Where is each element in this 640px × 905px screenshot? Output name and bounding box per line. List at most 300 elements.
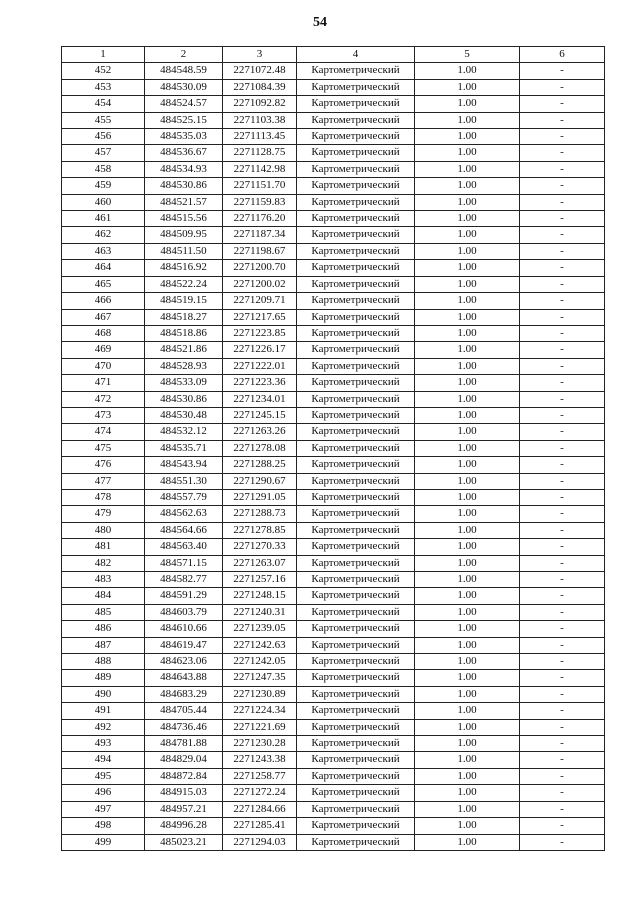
method-cell: Картометрический: [297, 211, 415, 227]
y-coordinate-cell: 2271084.39: [223, 79, 297, 95]
note-cell: -: [520, 686, 605, 702]
x-coordinate-cell: 484957.21: [145, 801, 223, 817]
accuracy-cell: 1.00: [415, 309, 520, 325]
x-coordinate-cell: 484582.77: [145, 572, 223, 588]
x-coordinate-cell: 484536.67: [145, 145, 223, 161]
method-cell: Картометрический: [297, 227, 415, 243]
table-row: [62, 703, 605, 719]
point-number-cell: 454: [62, 96, 145, 112]
note-cell: -: [520, 703, 605, 719]
note-cell: -: [520, 440, 605, 456]
x-coordinate-cell: 484996.28: [145, 818, 223, 834]
accuracy-cell: 1.00: [415, 686, 520, 702]
note-cell: -: [520, 818, 605, 834]
note-cell: -: [520, 506, 605, 522]
y-coordinate-cell: 2271142.98: [223, 161, 297, 177]
x-coordinate-cell: 484915.03: [145, 785, 223, 801]
table-body: [62, 63, 605, 851]
header-cell-col-4: 4: [297, 47, 415, 63]
point-number-cell: 467: [62, 309, 145, 325]
table-row: [62, 818, 605, 834]
x-coordinate-cell: 484516.92: [145, 260, 223, 276]
y-coordinate-cell: 2271198.67: [223, 243, 297, 259]
point-number-cell: 489: [62, 670, 145, 686]
table-row: [62, 96, 605, 112]
x-coordinate-cell: 484557.79: [145, 489, 223, 505]
point-number-cell: 463: [62, 243, 145, 259]
note-cell: -: [520, 194, 605, 210]
accuracy-cell: 1.00: [415, 785, 520, 801]
accuracy-cell: 1.00: [415, 325, 520, 341]
point-number-cell: 474: [62, 424, 145, 440]
method-cell: Картометрический: [297, 112, 415, 128]
accuracy-cell: 1.00: [415, 112, 520, 128]
accuracy-cell: 1.00: [415, 621, 520, 637]
accuracy-cell: 1.00: [415, 440, 520, 456]
y-coordinate-cell: 2271263.26: [223, 424, 297, 440]
x-coordinate-cell: 484534.93: [145, 161, 223, 177]
method-cell: Картометрический: [297, 572, 415, 588]
y-coordinate-cell: 2271159.83: [223, 194, 297, 210]
y-coordinate-cell: 2271217.65: [223, 309, 297, 325]
x-coordinate-cell: 484736.46: [145, 719, 223, 735]
accuracy-cell: 1.00: [415, 129, 520, 145]
accuracy-cell: 1.00: [415, 407, 520, 423]
accuracy-cell: 1.00: [415, 145, 520, 161]
method-cell: Картометрический: [297, 604, 415, 620]
method-cell: Картометрический: [297, 129, 415, 145]
point-number-cell: 460: [62, 194, 145, 210]
note-cell: -: [520, 801, 605, 817]
table-row: [62, 375, 605, 391]
table-row: [62, 539, 605, 555]
method-cell: Картометрический: [297, 785, 415, 801]
method-cell: Картометрический: [297, 719, 415, 735]
table-row: [62, 489, 605, 505]
note-cell: -: [520, 309, 605, 325]
method-cell: Картометрический: [297, 703, 415, 719]
accuracy-cell: 1.00: [415, 654, 520, 670]
method-cell: Картометрический: [297, 178, 415, 194]
accuracy-cell: 1.00: [415, 670, 520, 686]
table-row: [62, 801, 605, 817]
y-coordinate-cell: 2271294.03: [223, 834, 297, 850]
method-cell: Картометрический: [297, 424, 415, 440]
accuracy-cell: 1.00: [415, 818, 520, 834]
note-cell: -: [520, 489, 605, 505]
note-cell: -: [520, 588, 605, 604]
x-coordinate-cell: 484509.95: [145, 227, 223, 243]
x-coordinate-cell: 484524.57: [145, 96, 223, 112]
y-coordinate-cell: 2271290.67: [223, 473, 297, 489]
note-cell: -: [520, 293, 605, 309]
accuracy-cell: 1.00: [415, 243, 520, 259]
point-number-cell: 470: [62, 358, 145, 374]
accuracy-cell: 1.00: [415, 63, 520, 79]
x-coordinate-cell: 484530.09: [145, 79, 223, 95]
point-number-cell: 475: [62, 440, 145, 456]
x-coordinate-cell: 484519.15: [145, 293, 223, 309]
note-cell: -: [520, 473, 605, 489]
x-coordinate-cell: 484532.12: [145, 424, 223, 440]
note-cell: -: [520, 637, 605, 653]
accuracy-cell: 1.00: [415, 801, 520, 817]
page-number: 54: [313, 15, 327, 30]
table-row: [62, 506, 605, 522]
note-cell: -: [520, 96, 605, 112]
table-row: [62, 358, 605, 374]
method-cell: Картометрический: [297, 342, 415, 358]
x-coordinate-cell: 484564.66: [145, 522, 223, 538]
point-number-cell: 466: [62, 293, 145, 309]
table-row: [62, 260, 605, 276]
coordinates-table: [61, 46, 605, 851]
point-number-cell: 490: [62, 686, 145, 702]
y-coordinate-cell: 2271288.25: [223, 457, 297, 473]
table-row: [62, 604, 605, 620]
x-coordinate-cell: 484603.79: [145, 604, 223, 620]
accuracy-cell: 1.00: [415, 276, 520, 292]
header-cell-col-1: 1: [62, 47, 145, 63]
point-number-cell: 459: [62, 178, 145, 194]
table-row: [62, 63, 605, 79]
accuracy-cell: 1.00: [415, 194, 520, 210]
note-cell: -: [520, 736, 605, 752]
method-cell: Картометрический: [297, 96, 415, 112]
method-cell: Картометрический: [297, 161, 415, 177]
method-cell: Картометрический: [297, 309, 415, 325]
accuracy-cell: 1.00: [415, 703, 520, 719]
y-coordinate-cell: 2271278.08: [223, 440, 297, 456]
y-coordinate-cell: 2271113.45: [223, 129, 297, 145]
table-row: [62, 325, 605, 341]
y-coordinate-cell: 2271245.15: [223, 407, 297, 423]
y-coordinate-cell: 2271176.20: [223, 211, 297, 227]
table-row: [62, 834, 605, 850]
accuracy-cell: 1.00: [415, 424, 520, 440]
note-cell: -: [520, 112, 605, 128]
accuracy-cell: 1.00: [415, 161, 520, 177]
table-row: [62, 424, 605, 440]
x-coordinate-cell: 484522.24: [145, 276, 223, 292]
table-row: [62, 736, 605, 752]
method-cell: Картометрический: [297, 489, 415, 505]
method-cell: Картометрический: [297, 457, 415, 473]
note-cell: -: [520, 752, 605, 768]
header-cell-col-2: 2: [145, 47, 223, 63]
x-coordinate-cell: 484518.27: [145, 309, 223, 325]
point-number-cell: 457: [62, 145, 145, 161]
table-row: [62, 686, 605, 702]
y-coordinate-cell: 2271234.01: [223, 391, 297, 407]
note-cell: -: [520, 79, 605, 95]
method-cell: Картометрический: [297, 654, 415, 670]
y-coordinate-cell: 2271291.05: [223, 489, 297, 505]
point-number-cell: 495: [62, 768, 145, 784]
accuracy-cell: 1.00: [415, 489, 520, 505]
point-number-cell: 473: [62, 407, 145, 423]
point-number-cell: 472: [62, 391, 145, 407]
x-coordinate-cell: 484781.88: [145, 736, 223, 752]
note-cell: -: [520, 424, 605, 440]
table-row: [62, 572, 605, 588]
x-coordinate-cell: 484525.15: [145, 112, 223, 128]
point-number-cell: 486: [62, 621, 145, 637]
point-number-cell: 499: [62, 834, 145, 850]
accuracy-cell: 1.00: [415, 457, 520, 473]
accuracy-cell: 1.00: [415, 293, 520, 309]
accuracy-cell: 1.00: [415, 506, 520, 522]
x-coordinate-cell: 484683.29: [145, 686, 223, 702]
x-coordinate-cell: 484591.29: [145, 588, 223, 604]
accuracy-cell: 1.00: [415, 391, 520, 407]
method-cell: Картометрический: [297, 522, 415, 538]
y-coordinate-cell: 2271239.05: [223, 621, 297, 637]
y-coordinate-cell: 2271230.28: [223, 736, 297, 752]
x-coordinate-cell: 484530.86: [145, 178, 223, 194]
point-number-cell: 468: [62, 325, 145, 341]
table-row: [62, 194, 605, 210]
note-cell: -: [520, 63, 605, 79]
table-row: [62, 654, 605, 670]
table-row: [62, 276, 605, 292]
table-row: [62, 129, 605, 145]
accuracy-cell: 1.00: [415, 375, 520, 391]
point-number-cell: 469: [62, 342, 145, 358]
table-row: [62, 555, 605, 571]
note-cell: -: [520, 178, 605, 194]
y-coordinate-cell: 2271092.82: [223, 96, 297, 112]
accuracy-cell: 1.00: [415, 211, 520, 227]
y-coordinate-cell: 2271223.85: [223, 325, 297, 341]
table-row: [62, 178, 605, 194]
header-cell-col-5: 5: [415, 47, 520, 63]
note-cell: -: [520, 227, 605, 243]
method-cell: Картометрический: [297, 407, 415, 423]
point-number-cell: 480: [62, 522, 145, 538]
table-row: [62, 79, 605, 95]
x-coordinate-cell: 484528.93: [145, 358, 223, 374]
table-row: [62, 670, 605, 686]
accuracy-cell: 1.00: [415, 178, 520, 194]
point-number-cell: 464: [62, 260, 145, 276]
x-coordinate-cell: 484511.50: [145, 243, 223, 259]
accuracy-cell: 1.00: [415, 604, 520, 620]
table-header-row: [62, 47, 605, 63]
table-row: [62, 768, 605, 784]
y-coordinate-cell: 2271187.34: [223, 227, 297, 243]
point-number-cell: 461: [62, 211, 145, 227]
accuracy-cell: 1.00: [415, 572, 520, 588]
y-coordinate-cell: 2271248.15: [223, 588, 297, 604]
x-coordinate-cell: 484705.44: [145, 703, 223, 719]
accuracy-cell: 1.00: [415, 539, 520, 555]
method-cell: Картометрический: [297, 621, 415, 637]
accuracy-cell: 1.00: [415, 522, 520, 538]
x-coordinate-cell: 484518.86: [145, 325, 223, 341]
point-number-cell: 481: [62, 539, 145, 555]
header-cell-col-6: 6: [520, 47, 605, 63]
accuracy-cell: 1.00: [415, 768, 520, 784]
y-coordinate-cell: 2271240.31: [223, 604, 297, 620]
table-row: [62, 161, 605, 177]
table-row: [62, 440, 605, 456]
table-row: [62, 621, 605, 637]
note-cell: -: [520, 604, 605, 620]
point-number-cell: 453: [62, 79, 145, 95]
method-cell: Картометрический: [297, 736, 415, 752]
note-cell: -: [520, 129, 605, 145]
table-row: [62, 243, 605, 259]
point-number-cell: 497: [62, 801, 145, 817]
x-coordinate-cell: 484543.94: [145, 457, 223, 473]
y-coordinate-cell: 2271226.17: [223, 342, 297, 358]
x-coordinate-cell: 484521.57: [145, 194, 223, 210]
method-cell: Картометрический: [297, 588, 415, 604]
accuracy-cell: 1.00: [415, 342, 520, 358]
method-cell: Картометрический: [297, 145, 415, 161]
y-coordinate-cell: 2271230.89: [223, 686, 297, 702]
x-coordinate-cell: 484562.63: [145, 506, 223, 522]
accuracy-cell: 1.00: [415, 637, 520, 653]
method-cell: Картометрический: [297, 801, 415, 817]
table-row: [62, 145, 605, 161]
method-cell: Картометрический: [297, 752, 415, 768]
accuracy-cell: 1.00: [415, 834, 520, 850]
x-coordinate-cell: 484829.04: [145, 752, 223, 768]
note-cell: -: [520, 342, 605, 358]
method-cell: Картометрический: [297, 818, 415, 834]
x-coordinate-cell: 484530.48: [145, 407, 223, 423]
accuracy-cell: 1.00: [415, 260, 520, 276]
method-cell: Картометрический: [297, 375, 415, 391]
method-cell: Картометрический: [297, 276, 415, 292]
accuracy-cell: 1.00: [415, 96, 520, 112]
method-cell: Картометрический: [297, 670, 415, 686]
y-coordinate-cell: 2271224.34: [223, 703, 297, 719]
note-cell: -: [520, 211, 605, 227]
accuracy-cell: 1.00: [415, 473, 520, 489]
x-coordinate-cell: 484535.71: [145, 440, 223, 456]
method-cell: Картометрический: [297, 325, 415, 341]
point-number-cell: 452: [62, 63, 145, 79]
x-coordinate-cell: 484623.06: [145, 654, 223, 670]
y-coordinate-cell: 2271272.24: [223, 785, 297, 801]
note-cell: -: [520, 572, 605, 588]
note-cell: -: [520, 276, 605, 292]
x-coordinate-cell: 484533.09: [145, 375, 223, 391]
method-cell: Картометрический: [297, 637, 415, 653]
note-cell: -: [520, 260, 605, 276]
note-cell: -: [520, 834, 605, 850]
table-row: [62, 407, 605, 423]
y-coordinate-cell: 2271247.35: [223, 670, 297, 686]
x-coordinate-cell: 484872.84: [145, 768, 223, 784]
y-coordinate-cell: 2271258.77: [223, 768, 297, 784]
note-cell: -: [520, 391, 605, 407]
y-coordinate-cell: 2271285.41: [223, 818, 297, 834]
table-row: [62, 785, 605, 801]
y-coordinate-cell: 2271072.48: [223, 63, 297, 79]
method-cell: Картометрический: [297, 243, 415, 259]
note-cell: -: [520, 768, 605, 784]
table-row: [62, 457, 605, 473]
method-cell: Картометрический: [297, 473, 415, 489]
point-number-cell: 484: [62, 588, 145, 604]
method-cell: Картометрический: [297, 768, 415, 784]
table-row: [62, 719, 605, 735]
note-cell: -: [520, 375, 605, 391]
y-coordinate-cell: 2271263.07: [223, 555, 297, 571]
table-row: [62, 522, 605, 538]
method-cell: Картометрический: [297, 539, 415, 555]
point-number-cell: 458: [62, 161, 145, 177]
y-coordinate-cell: 2271103.38: [223, 112, 297, 128]
method-cell: Картометрический: [297, 506, 415, 522]
y-coordinate-cell: 2271209.71: [223, 293, 297, 309]
note-cell: -: [520, 539, 605, 555]
accuracy-cell: 1.00: [415, 719, 520, 735]
y-coordinate-cell: 2271242.05: [223, 654, 297, 670]
accuracy-cell: 1.00: [415, 555, 520, 571]
y-coordinate-cell: 2271288.73: [223, 506, 297, 522]
accuracy-cell: 1.00: [415, 358, 520, 374]
note-cell: -: [520, 457, 605, 473]
method-cell: Картометрический: [297, 391, 415, 407]
y-coordinate-cell: 2271270.33: [223, 539, 297, 555]
table-row: [62, 637, 605, 653]
method-cell: Картометрический: [297, 293, 415, 309]
point-number-cell: 479: [62, 506, 145, 522]
point-number-cell: 492: [62, 719, 145, 735]
x-coordinate-cell: 484530.86: [145, 391, 223, 407]
x-coordinate-cell: 484521.86: [145, 342, 223, 358]
method-cell: Картометрический: [297, 63, 415, 79]
y-coordinate-cell: 2271242.63: [223, 637, 297, 653]
accuracy-cell: 1.00: [415, 588, 520, 604]
x-coordinate-cell: 484571.15: [145, 555, 223, 571]
table-row: [62, 342, 605, 358]
point-number-cell: 483: [62, 572, 145, 588]
point-number-cell: 487: [62, 637, 145, 653]
point-number-cell: 462: [62, 227, 145, 243]
method-cell: Картометрический: [297, 194, 415, 210]
accuracy-cell: 1.00: [415, 227, 520, 243]
x-coordinate-cell: 484535.03: [145, 129, 223, 145]
point-number-cell: 476: [62, 457, 145, 473]
y-coordinate-cell: 2271222.01: [223, 358, 297, 374]
table-row: [62, 112, 605, 128]
x-coordinate-cell: 484548.59: [145, 63, 223, 79]
point-number-cell: 471: [62, 375, 145, 391]
method-cell: Картометрический: [297, 260, 415, 276]
y-coordinate-cell: 2271284.66: [223, 801, 297, 817]
point-number-cell: 482: [62, 555, 145, 571]
y-coordinate-cell: 2271257.16: [223, 572, 297, 588]
accuracy-cell: 1.00: [415, 752, 520, 768]
table-row: [62, 211, 605, 227]
y-coordinate-cell: 2271221.69: [223, 719, 297, 735]
note-cell: -: [520, 555, 605, 571]
point-number-cell: 491: [62, 703, 145, 719]
table-row: [62, 227, 605, 243]
x-coordinate-cell: 484551.30: [145, 473, 223, 489]
point-number-cell: 465: [62, 276, 145, 292]
method-cell: Картометрический: [297, 834, 415, 850]
y-coordinate-cell: 2271128.75: [223, 145, 297, 161]
note-cell: -: [520, 654, 605, 670]
table-row: [62, 752, 605, 768]
